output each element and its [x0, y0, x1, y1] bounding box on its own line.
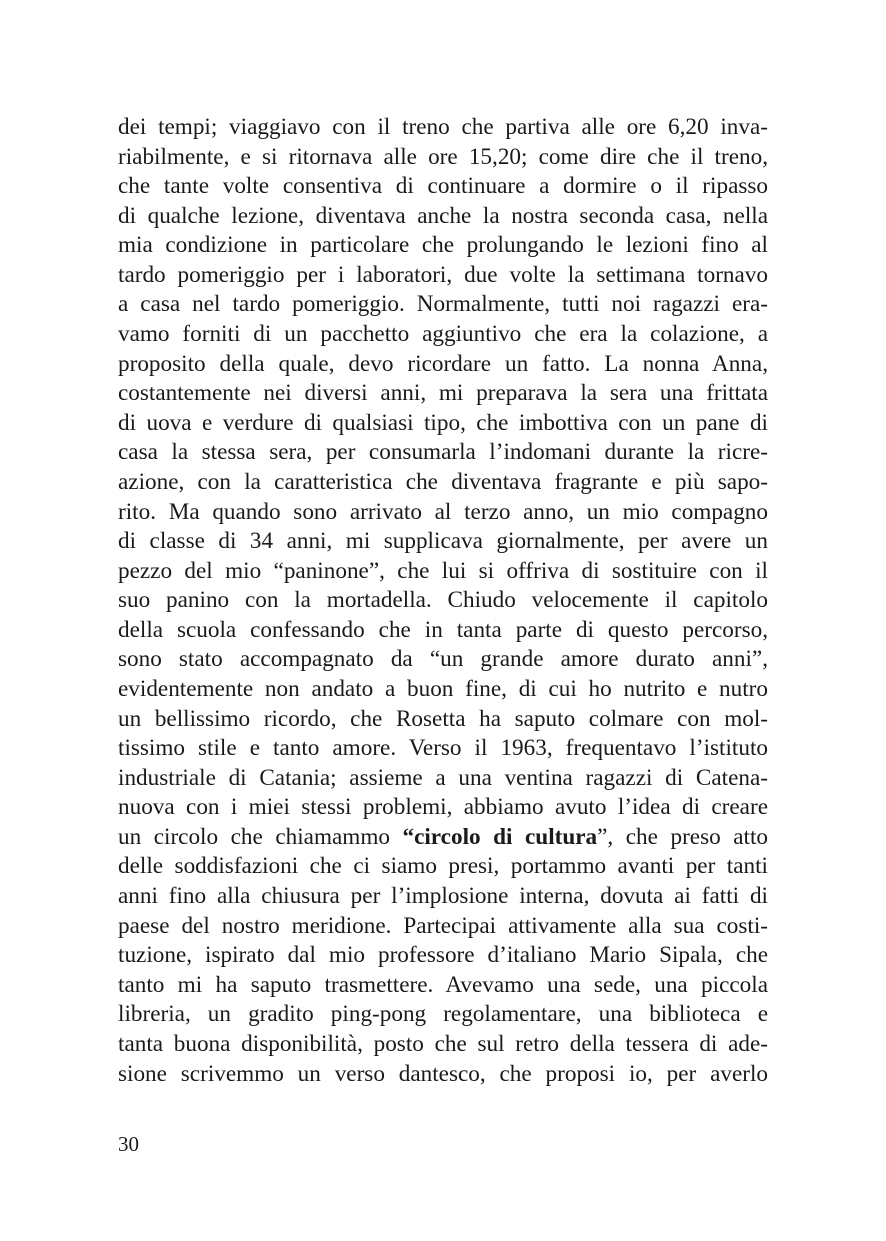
text-line: casa la stessa sera, per consumarla l’indomani durante la ricre- — [118, 439, 768, 466]
text-line: tissimo stile e tanto amore. Verso il 1963, frequentavo l’istituto — [118, 735, 768, 762]
text-line: sono stato accompagnato da “un grande amore durato anni”, — [118, 646, 768, 673]
text-line: tanto mi ha saputo trasmettere. Avevamo una sede, una piccola — [118, 971, 768, 998]
text-line: a casa nel tardo pomeriggio. Normalmente, tutti noi ragazzi era- — [118, 291, 768, 318]
text-line: industriale di Catania; assieme a una ventina ragazzi di Catena- — [118, 764, 768, 791]
text-line: riabilmente, e si ritornava alle ore 15,20; come dire che il treno, — [118, 143, 768, 170]
text-line: di uova e verdure di qualsiasi tipo, che imbottiva con un pane di — [118, 409, 768, 436]
text-line: vamo forniti di un pacchetto aggiuntivo che era la colazione, a — [118, 321, 768, 348]
text-line-with-bold — [118, 823, 768, 853]
text-line: nuova con i miei stessi problemi, abbiamo avuto l’idea di creare — [118, 794, 768, 821]
text-line: costantemente nei diversi anni, mi preparava la sera una frittata — [118, 380, 768, 407]
body-text — [118, 113, 768, 1089]
text-line: anni fino alla chiusura per l’implosione interna, dovuta ai fatti di — [118, 883, 768, 910]
text-line: libreria, un gradito ping-pong regolamentare, una biblioteca e — [118, 1001, 768, 1028]
text-line: paese del nostro meridione. Partecipai attivamente alla sua costi- — [118, 912, 768, 939]
text-segment: ”, che preso atto — [597, 823, 768, 850]
text-line: che tante volte consentiva di continuare a dormire o il ripasso — [118, 173, 768, 200]
text-line: tardo pomeriggio per i laboratori, due volte la settimana tornavo — [118, 261, 768, 288]
text-line: pezzo del mio “paninone”, che lui si offriva di sostituire con il — [118, 557, 768, 584]
text-line: delle soddisfazioni che ci siamo presi, portammo avanti per tanti — [118, 853, 768, 880]
text-line: dei tempi; viaggiavo con il treno che partiva alle ore 6,20 inva- — [118, 114, 768, 140]
text-line: azione, con la caratteristica che diventava fragrante e più sapo- — [118, 468, 768, 495]
bold-circle-name: “circolo di cultura — [402, 823, 598, 850]
text-line: tuzione, ispirato dal mio professore d’italiano Mario Sipala, che — [118, 942, 768, 969]
text-line: di classe di 34 anni, mi supplicava giornalmente, per avere un — [118, 528, 768, 555]
text-line: un bellissimo ricordo, che Rosetta ha saputo colmare con mol- — [118, 705, 768, 732]
text-line: evidentemente non andato a buon fine, di cui ho nutrito e nutro — [118, 675, 768, 702]
text-line: sione scrivemmo un verso dantesco, che proposi io, per averlo — [118, 1060, 768, 1087]
text-line: mia condizione in particolare che prolungando le lezioni fino al — [118, 232, 768, 259]
page-number: 30 — [118, 1132, 139, 1156]
text-segment: un circolo che chiamammo — [118, 823, 403, 850]
text-line: tanta buona disponibilità, posto che sul retro della tessera di ade- — [118, 1030, 768, 1057]
text-line: di qualche lezione, diventava anche la nostra seconda casa, nella — [118, 202, 768, 229]
text-line: della scuola confessando che in tanta parte di questo percorso, — [118, 616, 768, 643]
text-line: rito. Ma quando sono arrivato al terzo anno, un mio compagno — [118, 498, 768, 525]
text-line: proposito della quale, devo ricordare un fatto. La nonna Anna, — [118, 350, 768, 377]
text-line: suo panino con la mortadella. Chiudo velocemente il capitolo — [118, 587, 768, 614]
